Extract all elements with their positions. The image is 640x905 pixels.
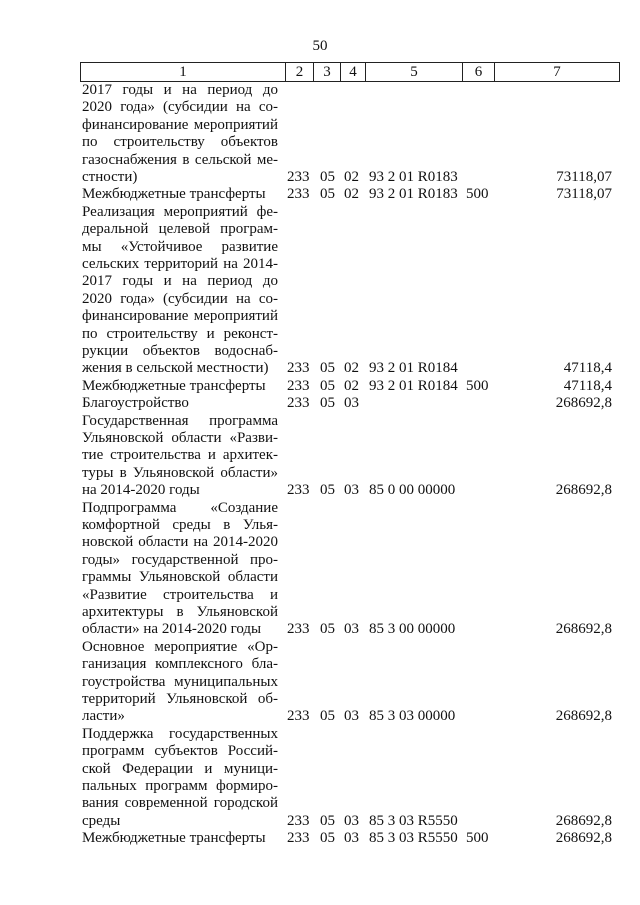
description-line: годы» государственной про- [82,551,278,568]
row-description [82,395,278,412]
table-row [82,395,612,412]
cell-c5: 85 3 03 R5550 [369,812,458,829]
header-col-6: 6 [463,63,495,81]
cell-c4: 03 [344,482,359,499]
description-line: деральной целевой програм- [82,221,278,238]
cell-c4: 03 [344,830,359,847]
cell-c4: 02 [344,186,359,203]
cell-c4: 02 [344,377,359,394]
description-line: жения в сельской местности) [82,360,269,377]
header-col-1: 1 [81,63,286,81]
cell-c4: 03 [344,395,359,412]
description-line: Подпрограмма «Создание [82,499,278,516]
cell-c3: 05 [320,360,335,377]
header-col-3: 3 [314,63,341,81]
cell-c7: 268692,8 [555,830,612,847]
cell-c5: 85 3 03 00000 [369,708,456,725]
cell-c7: 268692,8 [555,621,612,638]
table-row [82,726,612,830]
cell-c3: 05 [320,812,335,829]
description-line: Ульяновской области «Разви- [82,430,278,446]
description-line: области» на 2014-2020 годы [82,621,262,638]
description-line: Благоустройство [82,395,189,412]
description-line: пальных программ формиро- [82,778,278,795]
description-line: сельских территорий на 2014- [82,256,278,273]
description-line: по строительству объектов [82,134,278,151]
table-row [82,413,612,500]
cell-c5: 85 3 00 00000 [369,621,456,638]
header-col-5: 5 [366,63,463,81]
cell-c2: 233 [287,812,310,829]
description-line: 2017 годы и на период до [82,273,278,290]
table-row [82,82,612,186]
description-line: Межбюджетные трансферты [82,830,266,847]
cell-c7: 47118,4 [563,360,612,377]
cell-c3: 05 [320,621,335,638]
cell-c7: 268692,8 [555,708,612,725]
cell-c7: 73118,07 [556,186,612,203]
description-line: гоустройства муниципальных [82,673,278,690]
row-description [82,204,278,378]
cell-c6: 500 [466,186,489,203]
cell-c3: 05 [320,830,335,847]
cell-c5: 85 3 03 R5550 [369,830,458,847]
cell-c2: 233 [287,360,310,377]
description-line: на 2014-2020 годы [82,482,200,499]
description-line: Межбюджетные трансферты [82,377,266,394]
description-line: рукции объектов водоснаб- [82,343,278,360]
cell-c2: 233 [287,395,310,412]
row-description [82,378,278,395]
description-line: 2020 года» (субсидии на со- [82,290,278,307]
cell-c3: 05 [320,395,335,412]
description-line: ской Федерации и муници- [82,760,278,777]
table-row [82,204,612,378]
description-line: Межбюджетные трансферты [82,186,266,203]
cell-c4: 02 [344,360,359,377]
row-description [82,639,278,726]
cell-c2: 233 [287,708,310,725]
description-line: территорий Ульяновской об- [82,691,278,708]
cell-c5: 93 2 01 R0184 [369,377,458,394]
description-line: финансирование мероприятий [82,308,278,325]
description-line: «Развитие строительства и [82,586,278,603]
cell-c4: 02 [344,169,359,185]
description-line: туры в Ульяновской области» [82,464,278,481]
cell-c7: 268692,8 [555,395,612,412]
cell-c5: 93 2 01 R0183 [369,186,458,203]
header-col-7: 7 [553,64,561,80]
description-line: тие строительства и архитек- [82,447,278,464]
description-line: по строительству и реконст- [82,325,278,342]
table-header [80,62,620,82]
row-description [82,82,278,186]
row-description [82,186,278,203]
description-line: стности) [82,169,138,186]
description-line: среды [82,812,121,829]
row-description [82,830,278,847]
description-line: 2020 года» (субсидии на со- [82,99,278,116]
table-row [82,186,612,203]
cell-c2: 233 [287,169,310,185]
cell-c3: 05 [320,186,335,203]
cell-c7: 73118,07 [556,169,612,185]
description-line: мы «Устойчивое развитие [82,238,278,255]
description-line: Основное мероприятие «Ор- [82,638,278,655]
cell-c2: 233 [287,482,310,499]
description-line: комфортной среды в Улья- [82,517,278,533]
row-description [82,413,278,500]
table-row [82,500,612,639]
description-line: финансирование мероприятий [82,116,278,133]
row-description [82,726,278,830]
header-col-4: 4 [341,63,366,81]
cell-c5: 93 2 01 R0183 [369,169,458,185]
cell-c2: 233 [287,377,310,394]
description-line: программ субъектов Россий- [82,743,278,760]
description-line: Поддержка государственных [82,725,278,742]
description-line: ганизация комплексного бла- [82,656,278,673]
cell-c7: 47118,4 [563,377,612,394]
table-row [82,378,612,395]
cell-c2: 233 [287,830,310,847]
description-line: вания современной городской [82,795,278,812]
table-row [82,830,612,847]
row-description [82,500,278,639]
description-line: граммы Ульяновской области [82,569,278,586]
cell-c3: 05 [320,377,335,394]
cell-c6: 500 [466,830,489,847]
cell-c7: 268692,8 [555,482,612,499]
description-line: архитектуры в Ульяновской [82,604,278,621]
cell-c5: 85 0 00 00000 [369,482,456,499]
cell-c4: 03 [344,621,359,638]
description-line: Реализация мероприятий фе- [82,203,278,220]
description-line: Государственная программа [82,412,278,429]
cell-c3: 05 [320,482,335,499]
table-row [82,639,612,726]
description-line: новской области на 2014-2020 [82,534,278,551]
cell-c3: 05 [320,169,335,185]
cell-c7: 268692,8 [555,812,612,829]
page-number: 50 [312,38,328,54]
cell-c3: 05 [320,708,335,725]
cell-c6: 500 [466,377,489,394]
cell-c2: 233 [287,186,310,203]
description-line: ласти» [82,708,125,725]
cell-c4: 03 [344,812,359,829]
cell-c4: 03 [344,708,359,725]
cell-c2: 233 [287,621,310,638]
cell-c5: 93 2 01 R0184 [369,360,458,377]
description-line: газоснабжения в сельской ме- [82,151,278,168]
header-col-2: 2 [286,63,314,81]
description-line: 2017 годы и на период до [82,82,278,98]
